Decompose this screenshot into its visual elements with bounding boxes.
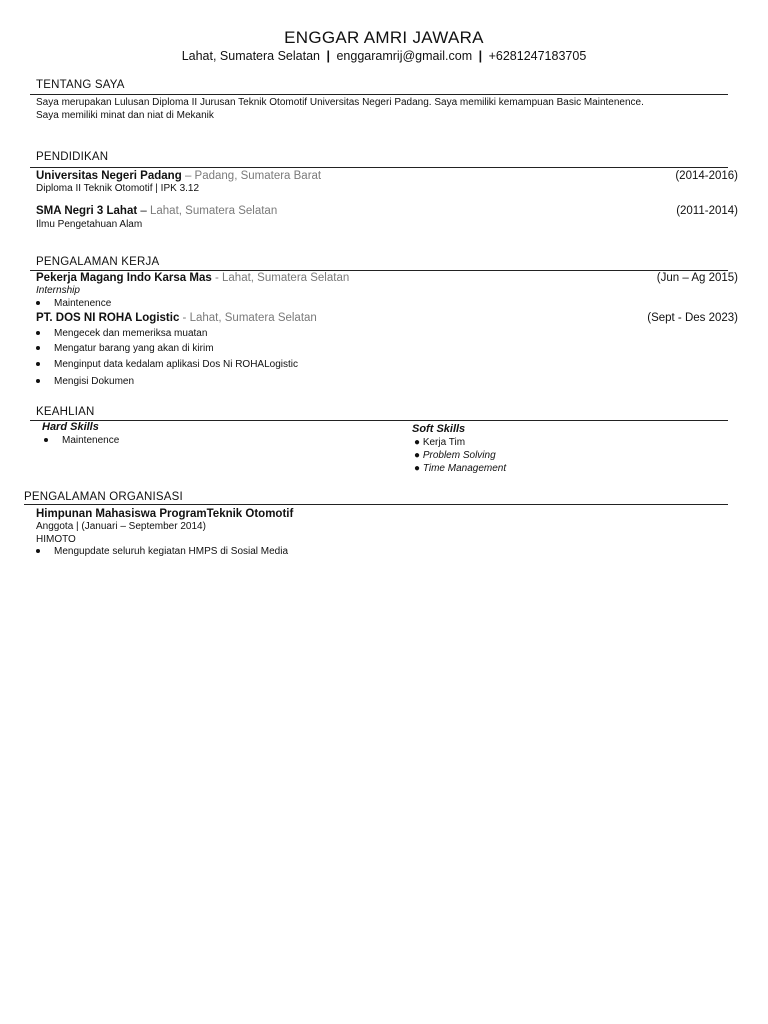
work-date: (Sept - Des 2023) [647,312,738,324]
hard-skills-title: Hard Skills [42,421,99,433]
section-divider [30,270,728,271]
section-divider [24,504,728,505]
soft-skill-text: Kerja Tim [422,437,466,448]
work-company: PT. DOS NI ROHA Logistic [36,312,180,324]
work-location: Lahat, Sumatera Selatan [222,272,350,284]
bullet-icon [36,362,40,366]
organization-name: Himpunan Mahasiswa ProgramTeknik Otomotif [36,508,294,520]
about-text-line-1: Saya merupakan Lulusan Diploma II Jurusan Teknik Otomotif Universitas Negeri Padang. Saya memiliki kemampuan Basic Maintenence. [36,97,644,108]
section-title-about: TENTANG SAYA [36,79,125,91]
section-divider [30,420,728,421]
hard-skill-item [44,435,119,446]
section-title-skills: KEAHLIAN [36,406,95,418]
education-entry-title [36,205,277,217]
work-entry-title [36,312,317,324]
work-bullet-text: Mengisi Dokumen [54,376,135,387]
section-divider [30,94,728,95]
soft-skill-item [414,450,496,461]
section-title-education: PENDIDIKAN [36,151,109,163]
work-bullet [36,376,134,387]
work-bullet-text: Menginput data kedalam aplikasi Dos Ni ROHALogistic [54,359,299,370]
work-bullet-text: Mengecek dan memeriksa muatan [54,328,208,339]
work-bullet [36,359,298,370]
section-divider [30,167,728,168]
work-location: Lahat, Sumatera Selatan [189,312,317,324]
bullet-icon: ● [414,463,421,474]
soft-skill-text: Time Management [422,463,507,474]
education-date: (2011-2014) [676,205,738,217]
bullet-icon [36,346,40,350]
section-title-work: PENGALAMAN KERJA [36,256,160,268]
work-role: Internship [36,285,80,296]
work-bullet [36,298,111,309]
bullet-icon [44,438,48,442]
work-company: Pekerja Magang Indo Karsa Mas [36,272,212,284]
bullet-icon [36,549,40,553]
soft-skill-item [414,437,465,448]
bullet-icon [36,331,40,335]
work-bullet [36,343,214,354]
education-school: Universitas Negeri Padang [36,170,182,182]
contact-separator: | [478,49,483,63]
organization-bullet-text: Mengupdate seluruh kegiatan HMPS di Sosial Media [54,546,289,557]
resume-name: ENGGAR AMRI JAWARA [284,28,484,47]
work-dash: - [182,312,187,324]
bullet-icon [36,301,40,305]
education-date: (2014-2016) [675,170,738,182]
work-dash: - [214,272,219,284]
work-bullet [36,328,207,339]
section-title-organization: PENGALAMAN ORGANISASI [24,491,183,503]
soft-skill-item [414,463,506,474]
education-detail: Diploma II Teknik Otomotif | IPK 3.12 [36,183,200,194]
contact-phone[interactable]: +6281247183705 [488,49,587,63]
hard-skill-text: Maintenence [62,435,120,446]
education-location: Lahat, Sumatera Selatan [150,205,278,217]
education-location: Padang, Sumatera Barat [194,170,322,182]
education-entry-title [36,170,321,182]
education-dash: – [140,205,147,217]
contact-separator: | [326,49,330,63]
education-detail: Ilmu Pengetahuan Alam [36,219,143,230]
contact-line [0,49,768,63]
bullet-icon [36,379,40,383]
contact-email[interactable]: enggaramrij@gmail.com [336,49,473,63]
organization-bullet [36,546,288,557]
soft-skills-title: Soft Skills [412,423,466,435]
about-text-line-2: Saya memiliki minat dan niat di Mekanik [36,110,214,121]
soft-skill-text: Problem Solving [422,450,496,461]
education-dash: – [184,170,192,182]
organization-role: Anggota | (Januari – September 2014) [36,521,206,532]
bullet-icon: ● [414,437,421,448]
work-entry-title [36,272,349,284]
education-school: SMA Negri 3 Lahat [36,205,138,217]
organization-abbr: HIMOTO [36,534,76,545]
bullet-icon: ● [414,450,421,461]
work-date: (Jun – Ag 2015) [656,272,738,284]
work-bullet-text: Maintenence [54,298,112,309]
work-bullet-text: Mengatur barang yang akan di kirim [54,343,214,354]
contact-location: Lahat, Sumatera Selatan [181,49,320,63]
